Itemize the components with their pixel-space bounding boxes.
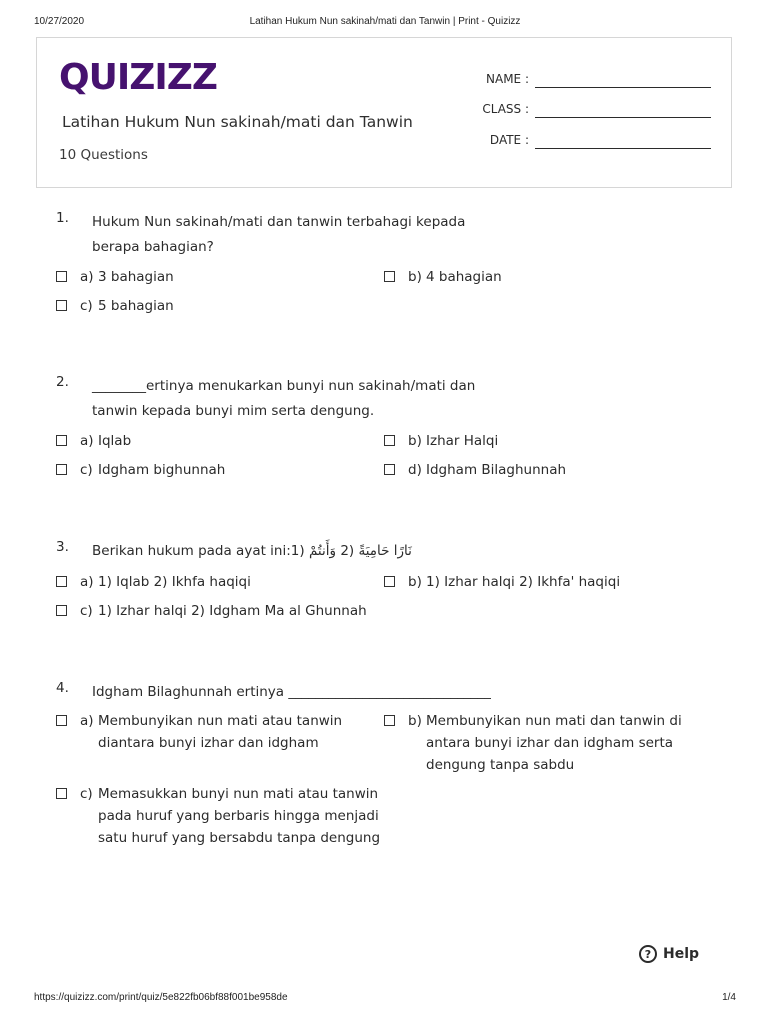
question-number: 1. — [56, 210, 69, 226]
checkbox[interactable] — [384, 715, 395, 726]
help-button[interactable] — [639, 943, 699, 965]
quiz-header-box — [36, 37, 732, 188]
option-text: Idgham bighunnah — [98, 462, 226, 478]
option-text: Membunyikan nun mati atau tanwin diantara bunyi izhar dan idgham — [98, 713, 343, 751]
option-letter: b) — [408, 574, 422, 590]
checkbox[interactable] — [56, 605, 67, 616]
class-label: CLASS : — [482, 102, 529, 116]
help-label: Help — [663, 946, 700, 962]
print-header — [34, 16, 736, 30]
option-letter: b) — [408, 433, 422, 449]
option-letter: a) — [80, 433, 94, 449]
quiz-title: Latihan Hukum Nun sakinah/mati dan Tanwin — [62, 113, 413, 131]
checkbox[interactable] — [384, 435, 395, 446]
checkbox[interactable] — [56, 271, 67, 282]
name-label: NAME : — [486, 72, 529, 86]
print-title: Latihan Hukum Nun sakinah/mati dan Tanwin | Print - Quizizz — [249, 16, 521, 27]
question-text: Idgham Bilaghunnah ertinya ______________________________ — [92, 684, 491, 700]
option-text: 1) Izhar halqi 2) Idgham Ma al Ghunnah — [98, 603, 367, 619]
checkbox[interactable] — [56, 435, 67, 446]
question-number: 3. — [56, 539, 69, 555]
checkbox[interactable] — [384, 464, 395, 475]
option-letter: a) — [80, 269, 94, 285]
option-text: 4 bahagian — [426, 269, 502, 285]
checkbox[interactable] — [56, 715, 67, 726]
quizizz-logo — [59, 56, 217, 100]
option-letter: c) — [80, 786, 93, 802]
checkbox[interactable] — [56, 788, 67, 799]
print-page-number: 1/4 — [722, 992, 736, 1003]
option-text: 1) Iqlab 2) Ikhfa haqiqi — [98, 574, 251, 590]
question-number: 2. — [56, 374, 69, 390]
name-line — [535, 87, 711, 88]
name-field — [457, 72, 715, 92]
option-letter: b) — [408, 713, 422, 729]
date-line — [535, 148, 711, 149]
option-letter: b) — [408, 269, 422, 285]
question-count: 10 Questions — [59, 147, 148, 163]
date-label: DATE : — [489, 133, 529, 147]
class-field — [457, 102, 715, 122]
print-url: https://quizizz.com/print/quiz/5e822fb06bf88f001be958de — [34, 992, 288, 1003]
print-date: 10/27/2020 — [34, 16, 85, 27]
class-line — [535, 117, 711, 118]
option-text: Idgham Bilaghunnah — [426, 462, 567, 478]
checkbox[interactable] — [384, 271, 395, 282]
option-letter: a) — [80, 574, 94, 590]
checkbox[interactable] — [56, 300, 67, 311]
checkbox[interactable] — [56, 576, 67, 587]
option-text: Memasukkan bunyi nun mati atau tanwin pada huruf yang berbaris hingga menjadi satu huruf yang bersabdu tanpa dengung — [98, 786, 381, 846]
question-text: Hukum Nun sakinah/mati dan tanwin terbahagi kepada berapa bahagian? — [92, 214, 466, 255]
question-circle-icon: ? — [639, 945, 657, 963]
option-text: Izhar Halqi — [426, 433, 499, 449]
option-text: 3 bahagian — [98, 269, 174, 285]
option-letter: c) — [80, 298, 93, 314]
option-letter: a) — [80, 713, 94, 729]
logo-wordmark: QUIZIZZ — [59, 57, 217, 98]
checkbox[interactable] — [384, 576, 395, 587]
option-text: 1) Izhar halqi 2) Ikhfa' haqiqi — [426, 574, 621, 590]
option-letter: c) — [80, 462, 93, 478]
question-number: 4. — [56, 680, 69, 696]
checkbox[interactable] — [56, 464, 67, 475]
option-letter: c) — [80, 603, 93, 619]
option-text: Membunyikan nun mati dan tanwin di antara bunyi izhar dan idgham serta dengung tanpa sabdu — [426, 713, 682, 773]
question-text: Berikan hukum pada ayat ini:1) نَارًا حَامِيَةً (2 وَأَنتُمْ — [92, 543, 412, 559]
date-field — [457, 133, 715, 153]
option-text: 5 bahagian — [98, 298, 174, 314]
question-text: ________ertinya menukarkan bunyi nun sakinah/mati dan tanwin kepada bunyi mim serta dengung. — [92, 378, 476, 419]
option-text: Iqlab — [98, 433, 132, 449]
option-letter: d) — [408, 462, 422, 478]
print-footer — [34, 992, 736, 1006]
